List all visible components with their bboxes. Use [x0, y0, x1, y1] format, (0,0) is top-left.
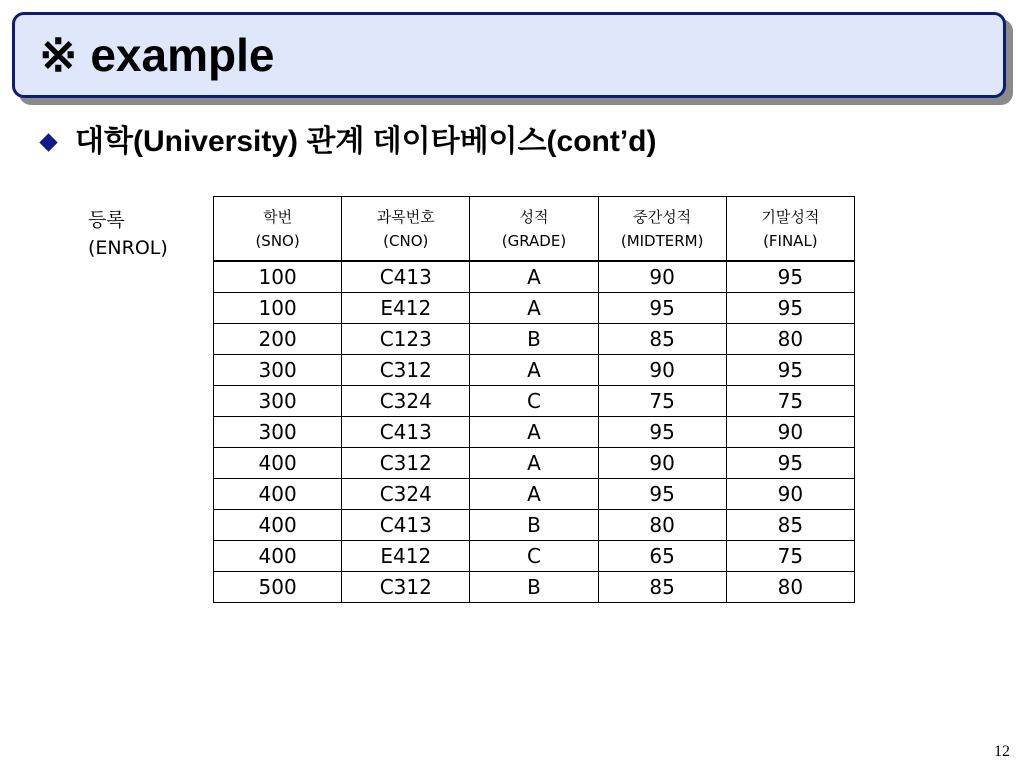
column-header-english: (FINAL) — [763, 231, 818, 250]
cell-final: 75 — [726, 386, 854, 417]
cell-sno: 300 — [214, 355, 342, 386]
cell-final: 95 — [726, 261, 854, 293]
table-name-korean: 등록 — [88, 209, 125, 231]
table-header — [214, 197, 855, 262]
bullet-heading-text: 대학(University) 관계 데이타베이스(cont’d) — [75, 125, 657, 158]
cell-cno: C312 — [342, 572, 470, 603]
table-row — [214, 572, 855, 603]
cell-midterm: 90 — [598, 448, 726, 479]
cell-sno: 400 — [214, 510, 342, 541]
cell-midterm: 95 — [598, 293, 726, 324]
cell-midterm: 90 — [598, 261, 726, 293]
table-row — [214, 355, 855, 386]
cell-cno: C312 — [342, 355, 470, 386]
column-header-sno — [214, 197, 342, 262]
column-header-final — [726, 197, 854, 262]
cell-sno: 300 — [214, 386, 342, 417]
cell-midterm: 85 — [598, 324, 726, 355]
cell-grade: B — [470, 324, 598, 355]
cell-midterm: 85 — [598, 572, 726, 603]
cell-final: 90 — [726, 479, 854, 510]
column-header-korean: 과목번호 — [376, 207, 435, 226]
cell-grade: A — [470, 417, 598, 448]
cell-midterm: 80 — [598, 510, 726, 541]
cell-grade: A — [470, 355, 598, 386]
table-row — [214, 324, 855, 355]
cell-cno: C413 — [342, 261, 470, 293]
cell-sno: 100 — [214, 293, 342, 324]
table-row — [214, 541, 855, 572]
cell-final: 75 — [726, 541, 854, 572]
column-header-english: (MIDTERM) — [620, 231, 704, 250]
column-header-korean: 성적 — [519, 207, 549, 226]
diamond-bullet-icon — [39, 133, 57, 151]
cell-grade: C — [470, 386, 598, 417]
cell-final: 95 — [726, 355, 854, 386]
slide-title — [39, 27, 274, 83]
column-header-korean: 기말성적 — [761, 207, 820, 226]
table-row — [214, 479, 855, 510]
cell-midterm: 95 — [598, 479, 726, 510]
cell-grade: B — [470, 510, 598, 541]
column-header-grade — [470, 197, 598, 262]
page-number: 12 — [994, 743, 1010, 760]
cell-cno: C324 — [342, 386, 470, 417]
cell-cno: C413 — [342, 510, 470, 541]
cell-sno: 200 — [214, 324, 342, 355]
cell-cno: E412 — [342, 541, 470, 572]
table-body — [214, 261, 855, 603]
cell-sno: 500 — [214, 572, 342, 603]
cell-final: 80 — [726, 572, 854, 603]
cell-grade: A — [470, 293, 598, 324]
column-header-midterm — [598, 197, 726, 262]
column-header-english: (CNO) — [383, 231, 429, 250]
cell-cno: C123 — [342, 324, 470, 355]
table-row — [214, 510, 855, 541]
table-row — [214, 261, 855, 293]
cell-midterm: 95 — [598, 417, 726, 448]
cell-grade: A — [470, 479, 598, 510]
table-row — [214, 293, 855, 324]
slide-title-text: example — [90, 29, 275, 81]
table-row — [214, 386, 855, 417]
cell-final: 90 — [726, 417, 854, 448]
cell-grade: A — [470, 448, 598, 479]
cell-cno: E412 — [342, 293, 470, 324]
column-header-cno — [342, 197, 470, 262]
cell-sno: 100 — [214, 261, 342, 293]
enrol-table — [213, 196, 855, 603]
column-header-english: (GRADE) — [501, 231, 567, 250]
cell-midterm: 65 — [598, 541, 726, 572]
cell-final: 95 — [726, 448, 854, 479]
column-header-korean: 중간성적 — [633, 207, 692, 226]
cell-sno: 300 — [214, 417, 342, 448]
cell-final: 80 — [726, 324, 854, 355]
cell-sno: 400 — [214, 448, 342, 479]
reference-mark-symbol: ※ — [39, 29, 78, 81]
cell-final: 95 — [726, 293, 854, 324]
cell-grade: C — [470, 541, 598, 572]
cell-grade: B — [470, 572, 598, 603]
cell-midterm: 90 — [598, 355, 726, 386]
header-row — [214, 197, 855, 262]
cell-cno: C413 — [342, 417, 470, 448]
cell-final: 85 — [726, 510, 854, 541]
cell-cno: C312 — [342, 448, 470, 479]
cell-cno: C324 — [342, 479, 470, 510]
bullet-heading — [40, 120, 656, 164]
cell-grade: A — [470, 261, 598, 293]
cell-midterm: 75 — [598, 386, 726, 417]
table-name-english: (ENROL) — [88, 237, 168, 259]
table-row — [214, 417, 855, 448]
cell-sno: 400 — [214, 541, 342, 572]
column-header-english: (SNO) — [255, 231, 300, 250]
column-header-korean: 학번 — [263, 207, 293, 226]
table-caption — [88, 206, 168, 262]
title-banner — [12, 12, 1006, 98]
table-row — [214, 448, 855, 479]
cell-sno: 400 — [214, 479, 342, 510]
